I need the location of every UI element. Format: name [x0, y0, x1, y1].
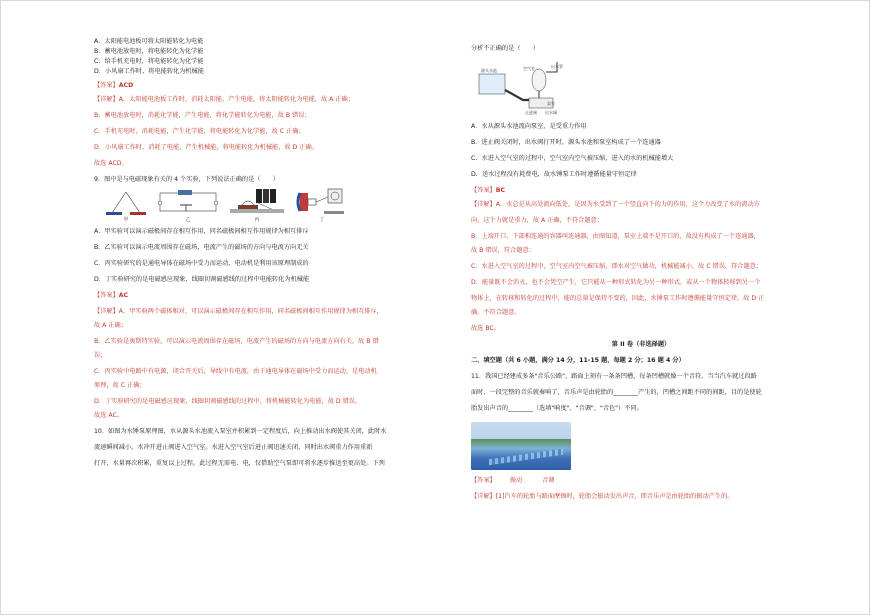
q10-stem-line: 打开，水量再次积累，重复以上过程。此过程无需电、电，仅借助空气泵即可将水逐步推送至更高处。下列: [94, 460, 385, 467]
q11-detail-line: 【详解】[1]汽车的轮胎与路面摩擦时，轮胎会振动发出声音，即音乐声是由轮胎的振动产生的。: [471, 493, 734, 501]
figure-label: 丙: [254, 217, 260, 223]
oersted-figure: [156, 189, 220, 217]
q11-stem-line: 胎发出声音的________（选填"响度"、"音调"、"音色"）不同。: [471, 405, 643, 413]
pump-label: 泵室: [547, 101, 555, 106]
pump-figure: [477, 60, 567, 116]
q10-stem-end: 分析不正确的是（ ）: [471, 45, 540, 52]
q8-detail-line: B．蓄电池放电时，消耗化学能，产生电能，将化学能转化为电能，故 B 错误；: [94, 112, 311, 119]
magnets-figure: [104, 191, 148, 217]
q10-detail-line: 确，不符合题意。: [471, 309, 521, 317]
q11-stem-line: 面时，一段完整的音乐就奏响了，音乐声是由轮胎的________产生的，凹槽之间距不同的间距，目的是使轮: [471, 389, 762, 397]
q8-option-d: D．小风扇工作时，将电能转化为机械能: [94, 68, 204, 75]
answer-value: AC: [118, 292, 129, 299]
pump-label: 止进阀: [525, 110, 537, 115]
answer-label: 【答案】: [94, 292, 119, 299]
q10-option-c: C．水进入空气室的过程中，空气室内空气被压缩，进入的水的机械能增大: [471, 155, 674, 163]
answer-label: 【答案】: [471, 187, 496, 195]
left-column: [94, 39, 444, 471]
figure-jia: [104, 191, 148, 223]
music-road-photo: [471, 422, 571, 470]
figure-label: 乙: [185, 217, 191, 223]
q8-detail-line: C．手机充电时，消耗电能，产生化学能，将电能转化为化学能，故 C 正确；: [94, 128, 305, 135]
answer-value-1: 振动: [509, 477, 523, 485]
answer-value: BC: [495, 187, 506, 195]
section-subtitle: 二、填空题（共 6 小题，满分 14 分，11-15 题，每题 2 分；16 题 4 分）: [471, 357, 685, 365]
answer-value: ACD: [118, 82, 134, 89]
q10-option-d: D．送水过程没有耗费电，故水锤泵工作时遵循能量守恒定律: [471, 171, 637, 179]
q9-option-b: B．乙实验可以演示电流周围存在磁场，电流产生的磁场的方向与电流方向无关: [94, 244, 309, 251]
pump-label: 空气室: [523, 66, 535, 71]
q9-detail-line: D．丁实验研究的是电磁感应现象，线圈切割磁感线的过程中，将机械能转化为电能，故 D 错误。: [94, 398, 362, 405]
figure-bing: [228, 187, 286, 223]
q9-detail-line: 故选 AC。: [94, 412, 123, 419]
q10-stem-line: 10．如图为水锤泵原理图，水从源头水池流入泵室并积累到一定程度后，向上推动出水阀使其关闭，此时水: [94, 428, 387, 435]
q9-detail-line: 原理，故 C 正确；: [94, 382, 146, 389]
q9-detail-line: 【详解】A．甲实验两个磁体相对，可以演示磁极间存在相互作用，同名磁极间相互作用规律为相互排斥，: [94, 308, 383, 315]
q10-detail-line: 向，这个力就是重力，故 A 正确，不符合题意；: [471, 217, 603, 225]
q8-answer: [94, 83, 444, 93]
q9-detail-line: 故 A 正确；: [94, 322, 127, 329]
q9-option-c: C．丙实验研究的是通电导体在磁场中受力而运动，电动机是利用该原理制成的: [94, 260, 309, 267]
pump-label: 出水管: [551, 64, 563, 69]
q8-detail-line: 故选 ACD。: [94, 160, 128, 167]
answer-label: 【答案】: [94, 82, 119, 89]
figure-label: 甲: [123, 217, 129, 223]
figure-label: 丁: [319, 217, 325, 223]
q10-stem-line: 流速瞬间减小，水冲开进止阀进入空气室。水进入空气室后进止阀迅速关闭，同时出水阀重力作用重新: [94, 444, 373, 451]
right-column: [471, 46, 811, 504]
q10-option-b: B．进止阀关闭时，出水阀打开时，源头水池和泵室构成了一个连通器: [471, 139, 661, 147]
q8-option-a: A．太阳能电池板可将太阳能转化为电能: [94, 38, 204, 45]
q10-detail-line: 故 B 错误，符合题意；: [471, 247, 535, 255]
q10-detail-line: B．上端开口、下部相连通的容器叫连通器，由图知道，泵室上端不是开口的，故没有构成了一个连通器，: [471, 233, 760, 241]
q9-answer: [94, 293, 444, 303]
induction-figure: [294, 187, 350, 217]
q10-detail-line: D．能量既不会消灭，也不会凭空产生，它只能从一种形式转化为另一种形式，或从一个物体转移到另一个: [471, 279, 761, 287]
q9-detail-line: C．丙实验中电路中有电源，闭合开关后，导线中有电流，由于通电导体在磁场中受力而运动，是电动机: [94, 368, 377, 375]
q10-detail-line: 物体上，在转移和转化的过程中，能的总量是保持不变的，因此，水锤泵工作时遵循能量守恒定律，故 D 正: [471, 295, 765, 303]
figure-ding: [294, 187, 350, 223]
answer-label: 【答案】: [471, 477, 496, 485]
q8-option-b: B．蓄电池放电时，将电能转化为化学能: [94, 48, 204, 55]
pump-label: 源头水池: [481, 68, 497, 73]
q11-stem-line: 11．我国已经建成多条"音乐公路"，路面上刻有一条条凹槽，每条凹槽就像一个音符，当当汽车就过段路: [471, 373, 757, 381]
q9-figures: [104, 189, 444, 223]
q9-detail-line: 误；: [94, 352, 107, 359]
water-hammer-pump-diagram: [477, 60, 811, 118]
q9-option-d: D．丁实验研究的是电磁感应现象，线圈切割磁感线的过程中电能转化为机械能: [94, 276, 310, 283]
q11-answer: [471, 478, 811, 488]
q9-stem: 9．图中是与电磁现象有关的 4 个实验，下列说法正确的是（ ）: [94, 176, 280, 183]
q9-option-a: A．甲实验可以演示磁极间存在相互作用，同名磁极间相互作用规律为相互排斥: [94, 228, 309, 235]
q10-detail-line: C．水进入空气室的过程中，空气室内空气被压缩，即水对空气做功，机械能减小，故 C 错误，符合题意；: [471, 263, 763, 271]
q10-detail-line: 【详解】A．水总是从高处流向低处，是因为水受到了一个竖直向下的力的作用，这个力改变了水的流动方: [471, 201, 760, 209]
section-title: 第 II 卷（非选择题）: [611, 341, 671, 349]
q8-detail-line: 【详解】A．太阳能电池板工作时，消耗太阳能，产生电能，将太阳能转化为电能，故 A 正确；: [94, 96, 354, 103]
motor-principle-figure: [228, 187, 286, 217]
q10-option-a: A．水从源头水池流向泵室，是受重力作用: [471, 123, 587, 131]
figure-yi: [156, 189, 220, 223]
q9-detail-line: B．乙实验是奥斯特实验，可以演示电流周围存在磁场，电流产生的磁场的方向与电流方向有关，故 B 错: [94, 338, 379, 345]
q8-option-c: C．给手机充电时，将电能转化为化学能: [94, 58, 204, 65]
q8-detail-line: D．小风扇工作时，消耗了电能，产生机械能，将电能转化为机械能，故 D 正确。: [94, 144, 318, 151]
pump-label: 出水阀: [545, 110, 557, 115]
q10-answer: [471, 188, 811, 198]
answer-value-2: 音调: [542, 477, 555, 485]
q10-detail-line: 故选 BC。: [471, 325, 500, 333]
